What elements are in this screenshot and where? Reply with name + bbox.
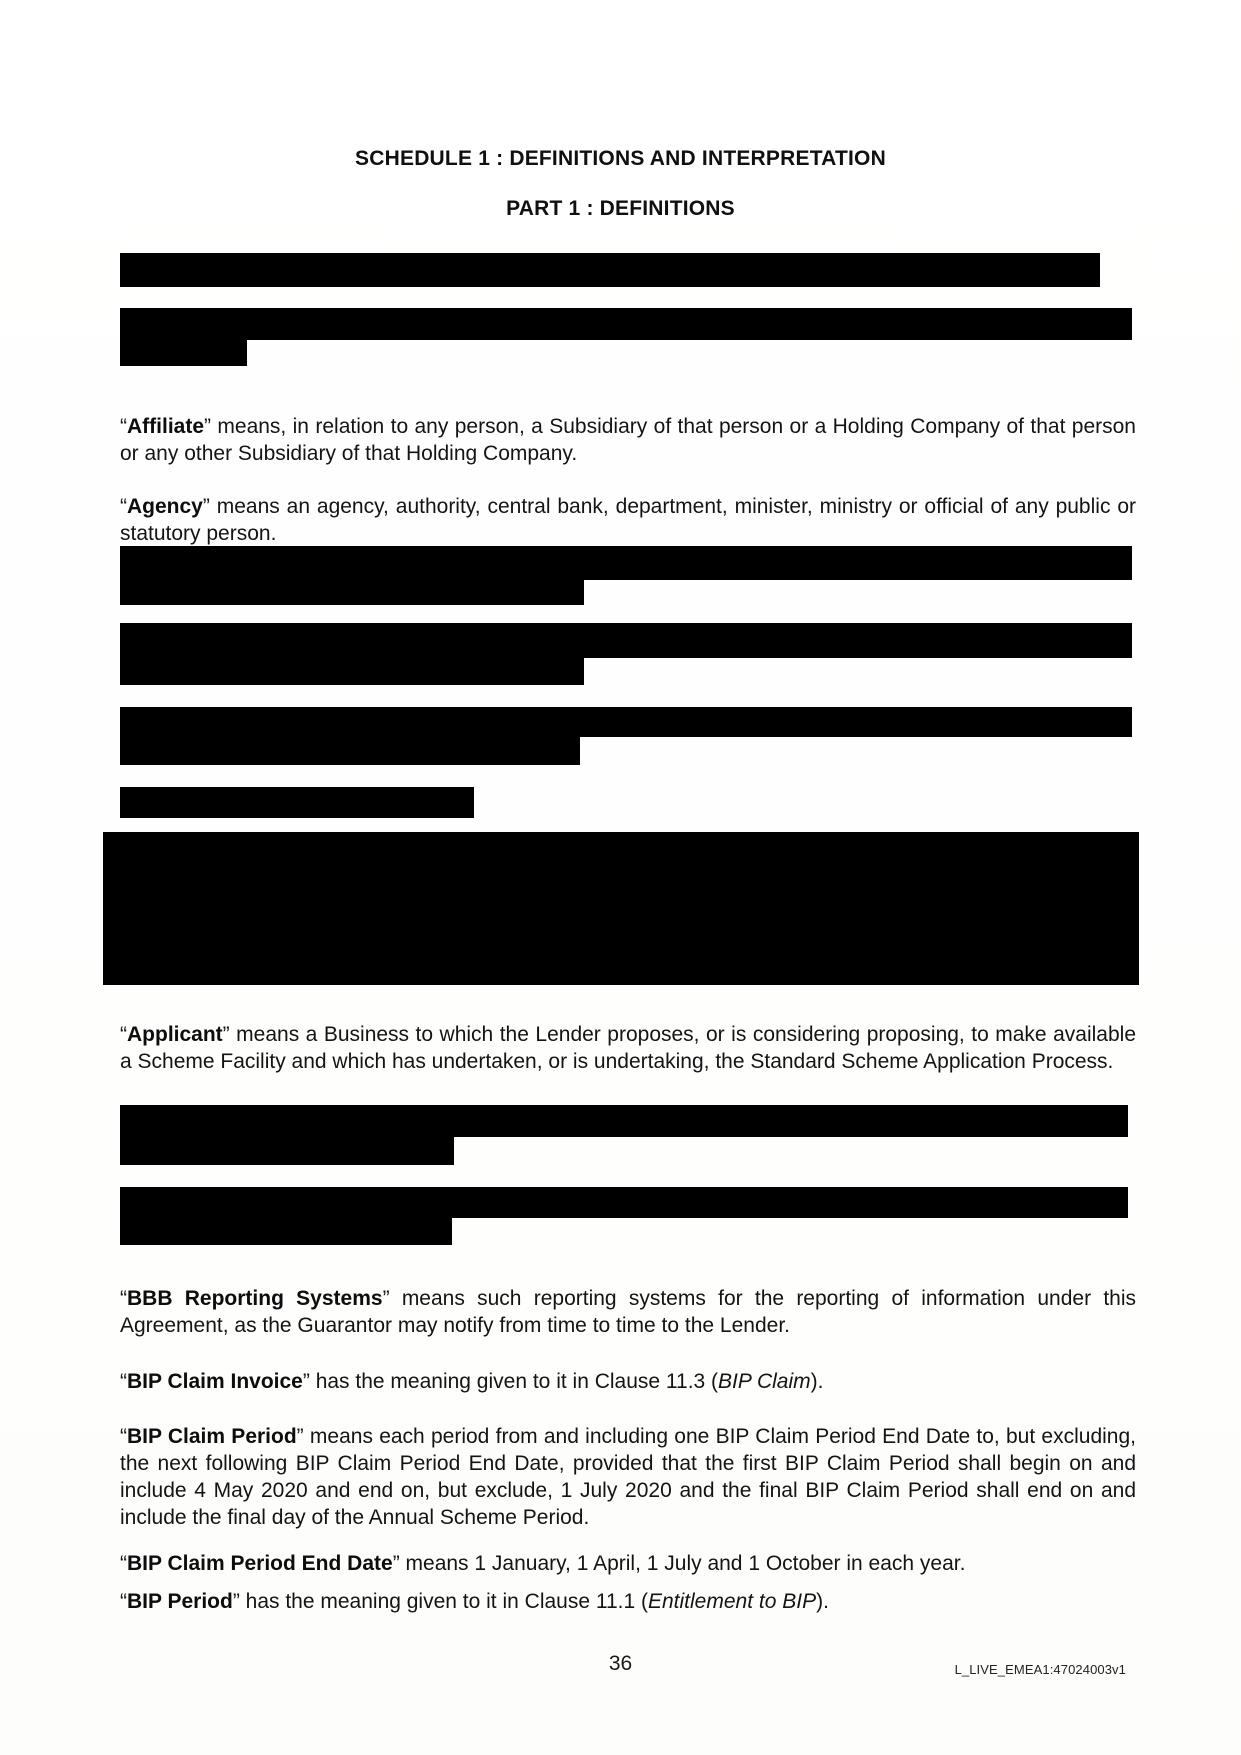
definition-bbb-reporting-systems [120, 1285, 1136, 1339]
redaction-bar-6 [120, 787, 474, 818]
redaction-bar-5-tail [120, 737, 580, 765]
definition-bip-claim-invoice [120, 1368, 1136, 1395]
definition-applicant [120, 1021, 1136, 1075]
definition-bip-claim-period-end-date-body: means 1 January, 1 April, 1 July and 1 October in each year. [399, 1552, 966, 1575]
redaction-bar-9-tail [120, 1218, 452, 1245]
definition-bip-period-italic: Entitlement to BIP [648, 1590, 817, 1613]
schedule-title: SCHEDULE 1 : DEFINITIONS AND INTERPRETATION [355, 147, 886, 170]
definition-bip-claim-invoice-post: ). [810, 1370, 824, 1393]
redaction-bar-9-full [120, 1187, 1128, 1218]
definition-affiliate-body: means, in relation to any person, a Subsidiary of that person or a Holding Company of that person or any other Subsidiary of that Holding Company. [120, 415, 1136, 465]
term-bip-period: BIP Period [127, 1590, 233, 1613]
definition-agency-body: means an agency, authority, central bank, department, minister, ministry or official of any public or statutory person. [120, 495, 1136, 545]
close-quote: ” [204, 415, 212, 438]
redaction-bar-4-tail [120, 658, 584, 685]
redaction-bar-2-stub [120, 340, 247, 366]
open-quote: “ [120, 495, 127, 518]
definition-agency [120, 493, 1136, 547]
open-quote: “ [120, 415, 127, 438]
definition-bip-claim-invoice-italic: BIP Claim [718, 1370, 811, 1393]
definition-bip-period-post: ). [816, 1590, 829, 1613]
open-quote: “ [120, 1590, 127, 1613]
redaction-bar-8-tail [120, 1137, 454, 1165]
definition-bbb-body: means such reporting systems for the reporting of information under this Agreement, as the Guarantor may notify from time to time to the Lender. [120, 1287, 1137, 1337]
term-bbb-reporting-systems: BBB Reporting Systems [127, 1287, 383, 1310]
definition-applicant-body: means a Business to which the Lender proposes, or is considering proposing, to make available a Scheme Facility and which has undertaken, or is undertaking, the Standard Scheme Application Process. [120, 1023, 1136, 1073]
open-quote: “ [120, 1287, 127, 1310]
term-applicant: Applicant [127, 1023, 223, 1046]
close-quote: ” [382, 1287, 390, 1310]
close-quote: ” [232, 1590, 240, 1613]
definition-bip-period-pre: has the meaning given to it in Clause 11.1 ( [239, 1590, 648, 1613]
definition-bip-claim-period [120, 1423, 1136, 1531]
redaction-bar-5-full [120, 707, 1132, 737]
definition-bip-claim-period-end-date [120, 1550, 1136, 1577]
open-quote: “ [120, 1370, 127, 1393]
redaction-bar-8-full [120, 1105, 1128, 1137]
close-quote: ” [302, 1370, 310, 1393]
open-quote: “ [120, 1552, 127, 1575]
part-title: PART 1 : DEFINITIONS [506, 197, 735, 220]
definition-bip-period [120, 1588, 1136, 1615]
open-quote: “ [120, 1023, 127, 1046]
open-quote: “ [120, 1425, 127, 1448]
document-reference: L_LIVE_EMEA1:47024003v1 [954, 1662, 1126, 1677]
close-quote: ” [392, 1552, 400, 1575]
redaction-bar-3-tail [120, 580, 584, 605]
term-bip-claim-period-end-date: BIP Claim Period End Date [127, 1552, 393, 1575]
close-quote: ” [222, 1023, 230, 1046]
close-quote: ” [202, 495, 210, 518]
redaction-bar-4-full [120, 623, 1132, 658]
redaction-bar-3-full [120, 546, 1132, 580]
redaction-bar-2-full [120, 308, 1132, 340]
term-affiliate: Affiliate [127, 415, 205, 438]
term-bip-claim-period: BIP Claim Period [127, 1425, 297, 1448]
page-number: 36 [608, 1652, 633, 1675]
term-agency: Agency [127, 495, 203, 518]
definition-bip-claim-period-body: means each period from and including one BIP Claim Period End Date to, but excluding, the next following BIP Claim Period End Date, provided that the first BIP Claim Period shall begin on and include 4 May 2020 and end on, but exclude, 1 July 2020 and the final BIP Claim Period shall end on and include the final day of the Annual Scheme Period. [120, 1425, 1136, 1529]
close-quote: ” [296, 1425, 304, 1448]
term-bip-claim-invoice: BIP Claim Invoice [127, 1370, 303, 1393]
redaction-block-7 [103, 832, 1139, 985]
definition-bip-claim-invoice-pre: has the meaning given to it in Clause 11.3 ( [309, 1370, 719, 1393]
redaction-bar-1 [120, 253, 1100, 287]
definition-affiliate [120, 413, 1136, 467]
